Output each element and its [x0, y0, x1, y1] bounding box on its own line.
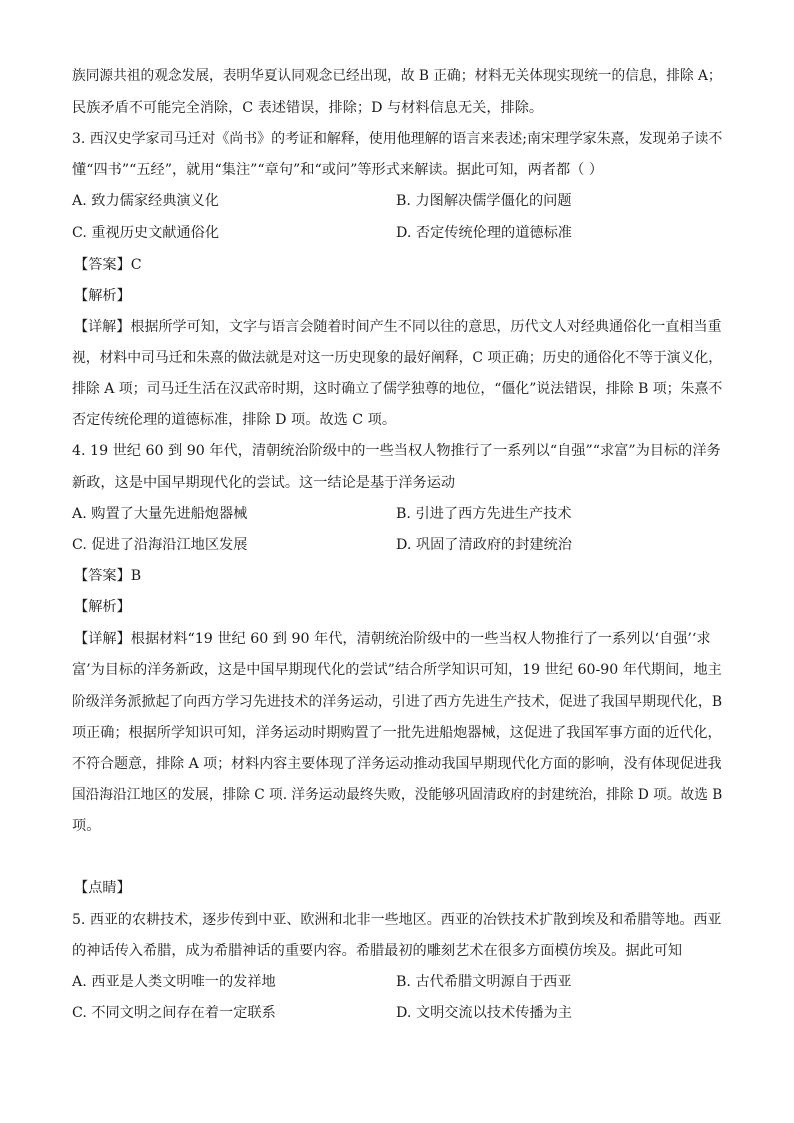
q3-detail-line-1: 【详解】根据所学可知，文字与语言会随着时间产生不同以往的意思，历代文人对经典通俗化一直相当重	[74, 319, 722, 335]
q4-option-b: B. 引进了西方先进生产技术	[396, 506, 572, 522]
q4-analysis-heading: 【解析】	[74, 599, 131, 615]
q4-option-c: C. 促进了沿海沿江地区发展	[72, 537, 248, 553]
q4-option-a: A. 购置了大量先进船炮器械	[72, 506, 248, 522]
q3-detail-line-3: 排除 A 项；司马迁生活在汉武帝时期，这时确立了儒学独尊的地位，“僵化”说法错误，排除 B 项；朱熹不	[72, 381, 723, 397]
continuation-line-2: 民族矛盾不可能完全消除，C 表述错误，排除；D 与材料信息无关，排除。	[72, 100, 544, 116]
q4-stem-line-2: 新政，这是中国早期现代化的尝试。这一结论是基于洋务运动	[72, 475, 456, 491]
q4-option-d: D. 巩固了清政府的封建统治	[396, 537, 572, 553]
q3-stem-line-1: 3. 西汉史学家司马迁对《尚书》的考证和解释，使用他理解的语言来表述;南宋理学家朱熹，发现弟子读不	[72, 131, 723, 147]
q4-detail-line-4: 项正确；根据所学知识可知，洋务运动时期购置了一批先进船炮器械，这促进了我国军事方面的近代化，	[72, 725, 722, 741]
q5-stem-line-2: 的神话传入希腊，成为希腊神话的重要内容。希腊最初的雕刻艺术在很多方面模仿埃及。据此可知	[72, 943, 683, 959]
q4-answer: 【答案】B	[74, 568, 142, 584]
q3-detail-line-4: 否定传统伦理的道德标准，排除 D 项。故选 C 项。	[72, 412, 397, 428]
q3-option-b: B. 力图解决儒学僵化的问题	[396, 193, 572, 209]
q4-detail-line-5: 不符合题意，排除 A 项；材料内容主要体现了洋务运动推动我国早期现代化方面的影响，没有体现促进我	[72, 756, 722, 772]
q4-detail-line-2: 富’为目标的洋务新政，这是中国早期现代化的尝试”结合所学知识可知，19 世纪 60-90 年代期间，地主	[72, 662, 722, 678]
q3-analysis-heading: 【解析】	[74, 288, 131, 304]
q5-option-c: C. 不同文明之间存在着一定联系	[72, 1005, 276, 1021]
q4-remark-heading: 【点睛】	[74, 880, 131, 896]
q4-detail-line-6: 国沿海沿江地区的发展，排除 C 项. 洋务运动最终失败，没能够巩固清政府的封建统治，排除 D 项。故选 B	[72, 787, 723, 803]
q5-stem-line-1: 5. 西亚的农耕技术，逐步传到中亚、欧洲和北非一些地区。西亚的冶铁技术扩散到埃及和希腊等地。西亚	[72, 912, 722, 928]
q5-option-b: B. 古代希腊文明源自于西亚	[396, 974, 572, 990]
q5-option-d: D. 文明交流以技术传播为主	[396, 1005, 572, 1021]
q4-stem-line-1: 4. 19 世纪 60 到 90 年代，清朝统治阶级中的一些当权人物推行了一系列以“自强”“求富”为目标的洋务	[72, 443, 721, 459]
q4-detail-line-3: 阶级洋务派掀起了向西方学习先进技术的洋务运动，引进了西方先进生产技术，促进了我国早期现代化，B	[72, 694, 723, 710]
q4-detail-line-1: 【详解】根据材料“19 世纪 60 到 90 年代，清朝统治阶级中的一些当权人物推行了一系列以‘自强’‘求	[74, 631, 711, 647]
q5-option-a: A. 西亚是人类文明唯一的发祥地	[72, 974, 276, 990]
q4-detail-line-7: 项。	[72, 818, 101, 834]
q3-option-c: C. 重视历史文献通俗化	[72, 225, 220, 241]
q3-option-d: D. 否定传统伦理的道德标准	[396, 225, 572, 241]
q3-stem-line-2: 懂“四书”“五经”，就用“集注”“章句”和“或问”等形式来解读。据此可知，两者都（ ）	[72, 162, 604, 178]
q3-answer: 【答案】C	[74, 257, 142, 273]
continuation-line-1: 族同源共祖的观念发展，表明华夏认同观念已经出现，故 B 正确；材料无关体现实现统一的信息，排除 A；	[72, 68, 722, 84]
q3-detail-line-2: 视，材料中司马迁和朱熹的做法就是对这一历史现象的最好阐释，C 项正确；历史的通俗化不等于演义化，	[72, 350, 723, 366]
q3-option-a: A. 致力儒家经典演义化	[72, 193, 219, 209]
